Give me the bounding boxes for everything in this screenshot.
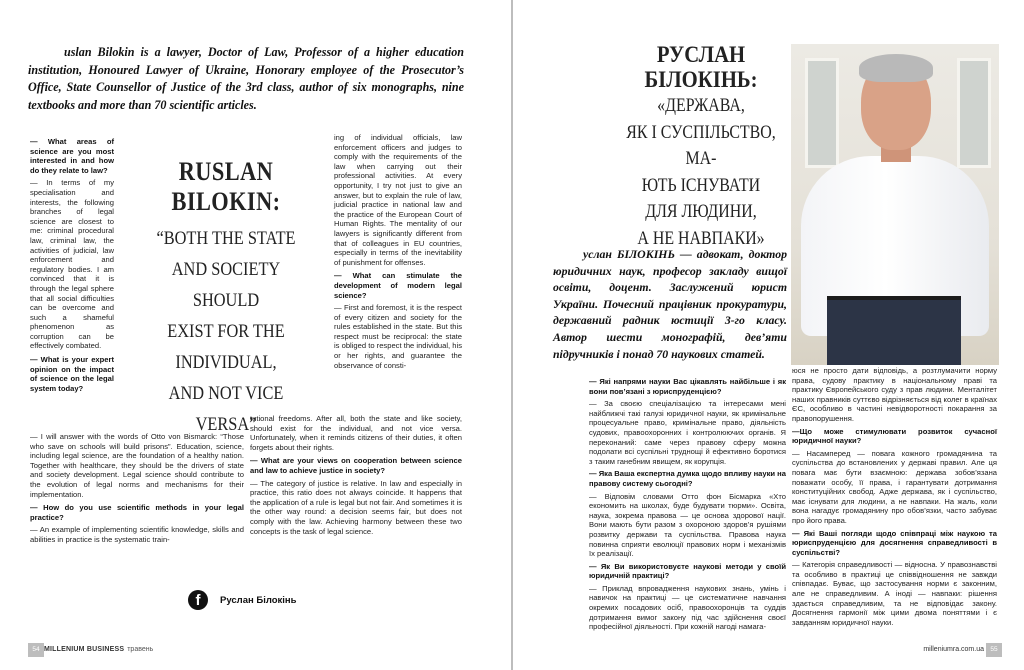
facebook-name: Руслан Білокінь (220, 594, 297, 606)
question: — What are your views on cooperation between science and law to achieve justice in society? (250, 456, 462, 475)
answer: — Відповім словами Отто фон Бісмарка «Хто економить на школах, буде будувати тюрми». Освіта, наука, зокрема правова — це основа здорової нації. Вони мають бути разом з охороною здоров’я рушіями розвитку держави та суспільства. Правова наука повинна сприяти еволюції правових норм і механізмів їх реалізації. (589, 491, 786, 559)
headline-quote-line: INDIVIDUAL, (175, 352, 277, 373)
window-shape (957, 58, 991, 168)
lead-paragraph-ua: услан БІЛОКІНЬ — адвокат, доктор юридичних наук, професор закладу вищої освіти, доцент. Заслужений юрист України. Почесний працівник прокуратури, державний радник юстиції 3-го класу. Автор шести монографій, дев’яти підручників і понад 70 наукових статей. (553, 247, 787, 361)
question: —Що може стимулювати розвиток сучасної юридичної науки? (792, 426, 997, 446)
facebook-link[interactable] (188, 590, 297, 610)
headline-quote-line: AND SOCIETY SHOULD (171, 259, 281, 311)
answer: — An example of implementing scientific knowledge, skills and abilities in practice is the systematic train- (30, 525, 244, 544)
answer: tutional freedoms. After all, both the state and like society, should exist for the individual, and not vice versa. Unfortunately, when it reminds citizens of their duties, it often forgets about their rights. (250, 414, 462, 452)
answer: — In terms of my specialisation and interests, the following branches of legal science are closest to me: criminal procedural law, criminal law, the activities of judicial, law enforcement and regulatory bodies. I am convinced that it is through the legal sphere that all social difficulties can be overcome and such a shameful phenomenon as corruption can be effectively combated. (30, 178, 114, 351)
column-a (30, 133, 114, 396)
headline-en (128, 157, 324, 440)
answer: — Насамперед — повага кожного громадянина та суспільства до встановлених у державі правил. Але ця повага має бути взаємною: держава зобов’язана поважати особу, її права, і гарантувати дотримання конституційних свобод. Адже держава, як і суспільство, має існувати для людини, а не навпаки. На жаль, коли вона нагадує громадянину про обов’язки, часто забуває про його права. (792, 448, 997, 525)
column-c (334, 133, 462, 373)
answer: — I will answer with the words of Otto von Bismarck: “Those who save on schools will build prisons”. Education, science, including legal science, are the foundation of a healthy nation. Together with healthcare, they should be the drivers of state and society development. Legal science should contribute to the evolution of legal norms and mechanisms for their implementation. (30, 432, 244, 499)
answer: — Приклад впровадження наукових знань, умінь і навичок на практиці — це систематичне навчання окремих посадових осіб, правоохоронців та суддів дотримання вимог закону під час здійснення своєї професійної діяльності. При кожній нагоді намага- (589, 583, 786, 632)
facebook-icon: f (188, 590, 208, 610)
window-shape (805, 58, 839, 168)
answer: — The category of justice is relative. In law and especially in practice, this ratio does not always coincide. It happens that the application of a rule is legal but not fair. And sometimes it is the other way round: a decision seems fair, but does not comply with the law. Achieving harmony between these two concepts is the task of legal science. (250, 478, 462, 536)
answer: юся не просто дати відповідь, а розтлумачити норму права, судову практику в національному праві та практику Європейського суду з прав людини. Менталітет наших правників суттєво відрізняється від колег в країнах ЄС, особливо в частині невідворотності покарання за правопорушення. (792, 366, 997, 423)
answer: ing of individual officials, law enforcement officers and judges to comply with the requirements of the law when carrying out their professional activities. At every opportunity, I try not just to give an answer, but to explain the rule of law, judicial practice in national law and the practice of the European Court of Human Rights. The mentality of our lawyers is significantly different from that of colleagues in EU countries, especially in terms of the inevitability of punishment for offenses. (334, 133, 462, 267)
headline-name: BILOKIN: (171, 187, 281, 216)
headline-quote-line: «ДЕРЖАВА, (657, 96, 745, 116)
headline-quote-line: ЮТЬ ІСНУВАТИ (641, 175, 761, 196)
question: — What is your expert opinion on the impact of science on the legal system today? (30, 355, 114, 393)
footer-brand (44, 646, 153, 653)
column-c-low (250, 414, 462, 539)
headline-quote-line: EXIST FOR THE (167, 321, 285, 342)
headline-quote (142, 223, 311, 440)
column-r2 (792, 366, 997, 630)
headline-ua (601, 42, 801, 252)
column-r1 (589, 374, 786, 635)
column-low (30, 432, 244, 548)
headline-name: RUSLAN (178, 157, 274, 186)
headline-name: БІЛОКІНЬ: (644, 67, 758, 92)
brand-name: MILLENIUM BUSINESS (44, 646, 125, 653)
right-page (513, 0, 1024, 670)
page-number: 55 (986, 643, 1002, 657)
headline-name: РУСЛАН (656, 42, 746, 67)
footer-url[interactable]: milleniumra.com.ua (923, 646, 984, 653)
question: — How do you use scientific methods in your legal practice? (30, 503, 244, 522)
answer: — First and foremost, it is the respect of every citizen and society for the rules established in the state. But this respect must be reciprocal: the state is obliged to respect the individual, his or her rights, and guarantee the observance of consti- (334, 303, 462, 370)
headline-quote-line: А НЕ НАВПАКИ» (637, 228, 765, 249)
page-number: 54 (28, 643, 44, 657)
headline-quote-line: ЯК І СУСПІЛЬСТВО, МА- (626, 122, 776, 169)
headline-quote-line: ДЛЯ ЛЮДИНИ, (645, 202, 757, 222)
question: — Як Ви використовуєте наукові методи у своїй юридичній практиці? (589, 561, 786, 581)
headline-quote-line: AND NOT VICE VERSA” (168, 383, 284, 435)
trousers-shape (827, 300, 961, 365)
lead-paragraph-en: uslan Bilokin is a lawyer, Doctor of Law, Professor of a higher education institution, Honoured Lawyer of Ukraine, Honorary employee of the Prosecutor’s Office, State Counsellor of Justice of the 3rd class, author of six monographs, nine textbooks and more than 70 scientific articles. (28, 45, 464, 112)
answer: — Категорія справедливості — відносна. У правознавстві та особливо в практиці це співвідношення не завжди співпадає. Буває, що застосування норми є законним, але не справедливим. А іноді — навпаки: рішення здається справедливим, та не відповідає закону. Досягнення гармонії між цими двома поняттями і є завданням юридичної науки. (792, 560, 997, 627)
question: — Які напрями науки Вас цікавлять найбільше і як вони пов’язані з юриспруденцією? (589, 377, 786, 396)
issue-month: травень (127, 646, 154, 653)
hair-shape (859, 54, 933, 82)
answer: — За своєю спеціалізацією та інтересами мені найближчі такі галузі юридичної науки, як кримінальне процесуальне право, кримінальне право, діяльність судових, правоохоронних і контролюючих органів. Я переконаний: саме через правову сферу можна подолати всі суспільні труднощі й ефективно боротися з таким ганебним явищем, як корупція. (589, 399, 786, 466)
question: — Які Ваші погляди щодо співпраці між наукою та юриспруденцією для досягнення справедливості в суспільстві? (792, 528, 997, 557)
question: — What can stimulate the development of modern legal science? (334, 271, 462, 300)
left-page (0, 0, 511, 670)
question: — Яка Ваша експертна думка щодо впливу науки на правову систему сьогодні? (589, 469, 786, 488)
portrait-photo (791, 44, 999, 365)
headline-quote-line: “BOTH THE STATE (156, 228, 296, 249)
headline-quote (615, 93, 787, 252)
question: — What areas of science are you most interested in and how do they relate to law? (30, 137, 114, 175)
